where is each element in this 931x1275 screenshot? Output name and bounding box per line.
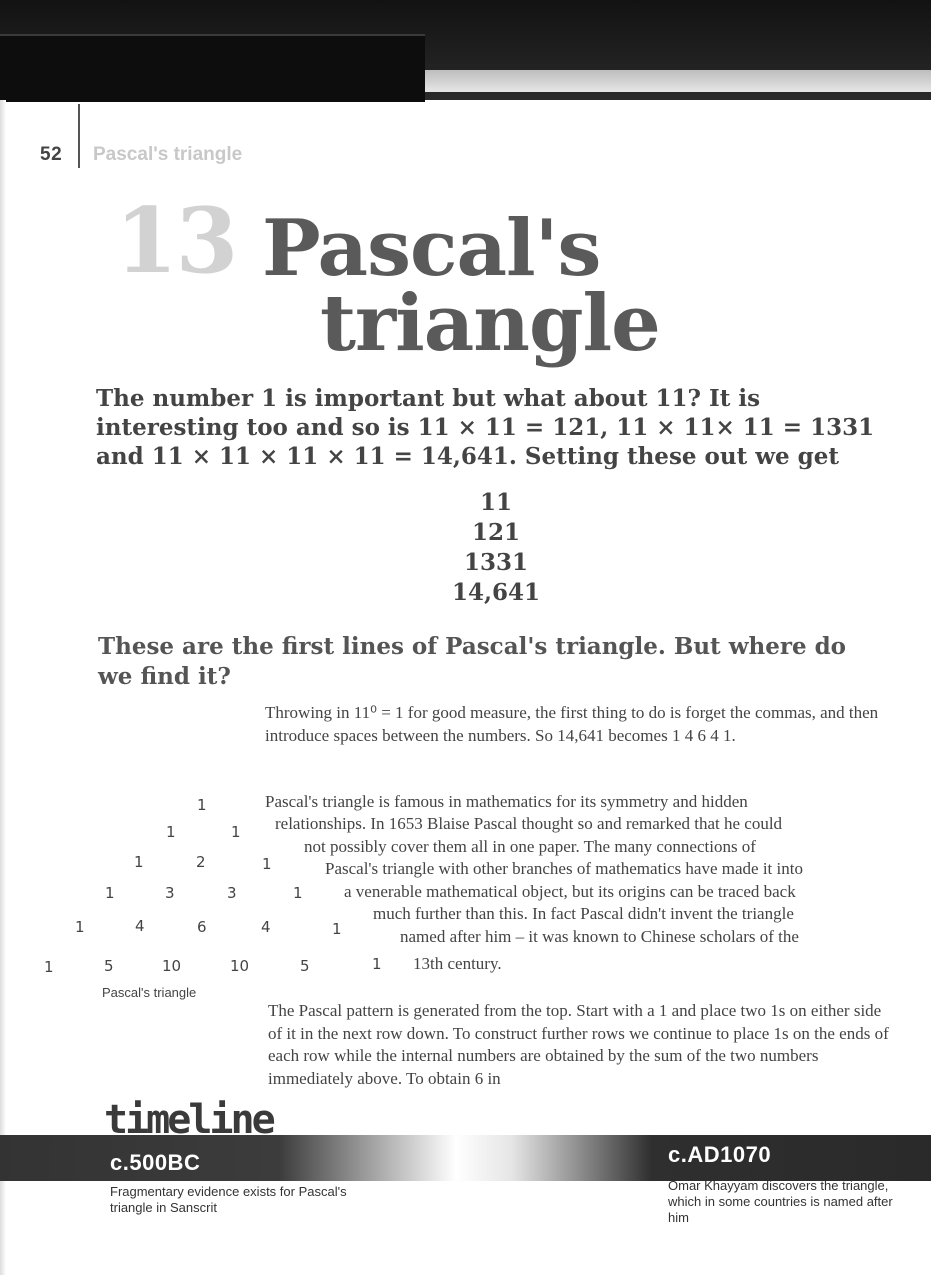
page-number: 52 <box>40 144 63 165</box>
triangle-entry: 1 <box>197 796 207 814</box>
timeline-label: timeline <box>104 1097 273 1143</box>
scan-shadow <box>0 34 425 102</box>
intro-paragraph: The number 1 is important but what about 11? It is interesting too and so is 11 × 11 = 121, 11 × 11× 11 = 1331 and 11 × 11 × 11 × 11 = 14,641. Setting these out we get <box>96 385 875 470</box>
triangle-entry: 1 <box>332 920 342 938</box>
body-paragraph-1: Throwing in 11⁰ = 1 for good measure, the first thing to do is forget the commas, and then introduce spaces between the numbers. So 14,641 becomes 1 4 6 4 1. <box>265 703 879 745</box>
triangle-entry: 1 <box>44 958 54 976</box>
triangle-entry: 5 <box>300 957 310 975</box>
triangle-entry: 1 <box>105 884 115 902</box>
triangle-entry: 1 <box>166 823 176 841</box>
triangle-entry: 5 <box>104 957 114 975</box>
triangle-entry: 4 <box>261 918 271 936</box>
triangle-entry: 1 <box>231 823 241 841</box>
scan-top-border <box>0 0 931 100</box>
triangle-entry: 3 <box>165 884 175 902</box>
triangle-entry: 6 <box>197 918 207 936</box>
body-paragraph-2-line: Pascal's triangle is famous in mathematics for its symmetry and hidden <box>265 792 748 811</box>
timeline-note: Omar Khayyam discovers the triangle, which in some countries is named after him <box>668 1178 893 1225</box>
running-head: Pascal's triangle <box>93 144 243 165</box>
triangle-entry: 3 <box>227 884 237 902</box>
triangle-entry: 2 <box>196 853 206 871</box>
chapter-number: 13 <box>115 188 237 294</box>
timeline-date: c.AD1070 <box>668 1142 772 1167</box>
chapter-title-line2: triangle <box>320 278 660 369</box>
triangle-entry: 1 <box>134 853 144 871</box>
triangle-entry: 1 <box>372 955 382 973</box>
figure-caption: Pascal's triangle <box>102 985 197 1000</box>
page-left-edge <box>0 100 6 1275</box>
body-paragraph-2-line: much further than this. In fact Pascal didn't invent the triangle <box>373 904 794 923</box>
power-value: 14,641 <box>451 579 541 606</box>
triangle-entry: 10 <box>230 957 250 975</box>
power-value: 121 <box>471 519 520 546</box>
power-value: 11 <box>479 489 512 516</box>
power-value: 1331 <box>463 549 528 576</box>
scan-page-edge <box>425 70 931 92</box>
timeline-date: c.500BC <box>110 1150 201 1175</box>
section-heading: These are the first lines of Pascal's triangle. But where do we find it? <box>98 633 847 690</box>
body-paragraph-2-line: named after him – it was known to Chinese scholars of the <box>400 927 799 946</box>
triangle-entry: 4 <box>135 917 145 935</box>
timeline-note: Fragmentary evidence exists for Pascal's triangle in Sanscrit <box>110 1184 347 1215</box>
body-paragraph-2-line: 13th century. <box>413 954 502 973</box>
body-paragraph-2-line: not possibly cover them all in one paper. The many connections of <box>304 837 756 856</box>
body-paragraph-3: The Pascal pattern is generated from the top. Start with a 1 and place two 1s on either side of it in the next row down. To construct further rows we continue to place 1s on the ends of each row while the internal numbers are obtained by the sum of the two numbers immediately above. To obtain 6 in <box>268 1001 889 1088</box>
body-paragraph-2-line: a venerable mathematical object, but its origins can be traced back <box>344 882 796 901</box>
triangle-entry: 10 <box>162 957 182 975</box>
powers-of-eleven <box>396 488 596 608</box>
triangle-entry: 1 <box>75 918 85 936</box>
chapter-title-line1: Pascal's <box>262 203 601 294</box>
triangle-entry: 1 <box>262 855 272 873</box>
triangle-entry: 1 <box>293 884 303 902</box>
header-divider <box>78 104 80 168</box>
body-paragraph-2-line: Pascal's triangle with other branches of mathematics have made it into <box>325 859 803 878</box>
body-paragraph-2-line: relationships. In 1653 Blaise Pascal thought so and remarked that he could <box>275 814 783 833</box>
